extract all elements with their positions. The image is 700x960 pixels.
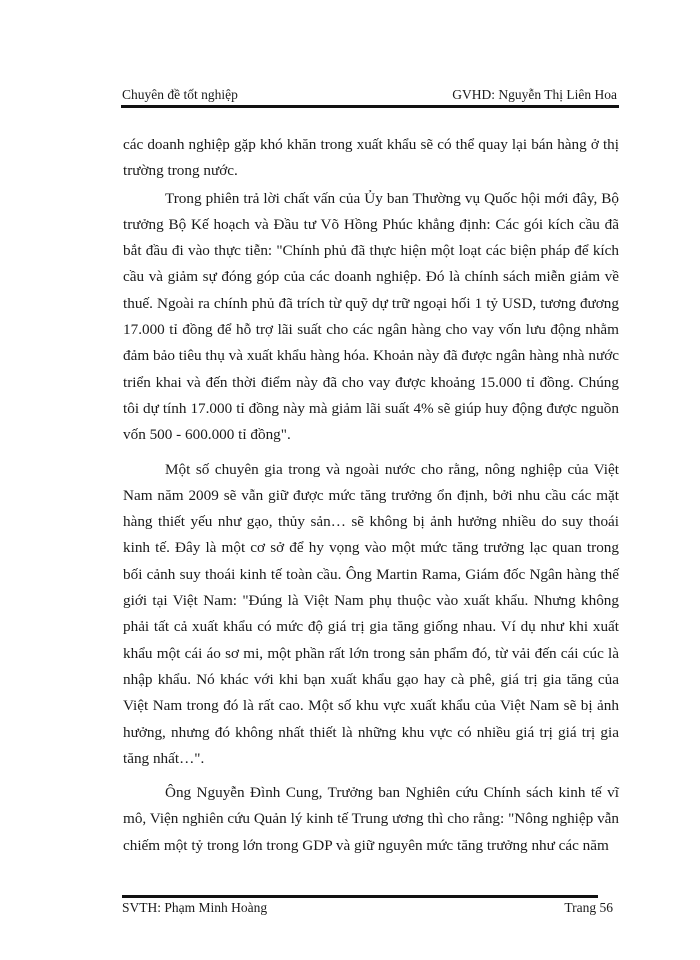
page-number: Trang 56 [564,900,613,915]
paragraph: Trong phiên trả lời chất vấn của Ủy ban Thường vụ Quốc hội mới đây, Bộ trưởng Bộ Kế hoạch và Đầu tư Võ Hồng Phúc khẳng định: Các gói kích cầu đã bắt đầu đi vào thực tiễn: "Chính phủ đã thực hiện một loạt các biện pháp để kích cầu và giảm sự đóng góp của các doanh nghiệp. Đó là chính sách miễn giảm về thuế. Ngoài ra chính phủ đã trích từ quỹ dự trữ ngoại hối 1 tỷ USD, tương đương 17.000 tỉ đồng để hỗ trợ lãi suất cho các ngân hàng cho vay vốn lưu động nhằm đảm bảo tiêu thụ và xuất khẩu hàng hóa. Khoản này đã được ngân hàng nhà nước triển khai và đến thời điểm này đã cho vay được khoảng 15.000 tỉ đồng. Chúng tôi dự tính 17.000 tỉ đồng này mà giảm lãi suất 4% sẽ giúp huy động được nguồn vốn 500 - 600.000 tỉ đồng". [123,189,619,444]
page-body [123,132,619,859]
header-divider [121,105,619,108]
header-document-type: Chuyên đề tốt nghiệp [122,87,238,102]
footer-student-name: SVTH: Phạm Minh Hoàng [122,900,268,915]
paragraph: Ông Nguyễn Đình Cung, Trưởng ban Nghiên cứu Chính sách kinh tế vĩ mô, Viện nghiên cứu Quản lý kinh tế Trung ương thì cho rằng: "Nông nghiệp vẫn chiếm một tỷ trong lớn trong GDP và giữ nguyên mức tăng trưởng như các năm [123,784,619,854]
footer-divider [122,895,598,898]
paragraph-continuation: các doanh nghiệp gặp khó khăn trong xuất khẩu sẽ có thể quay lại bán hàng ở thị trường trong nước. [123,136,619,180]
header-supervisor: GVHD: Nguyễn Thị Liên Hoa [452,87,617,102]
page-footer [122,899,613,917]
page-header [122,86,619,104]
paragraph: Một số chuyên gia trong và ngoài nước cho rằng, nông nghiệp của Việt Nam năm 2009 sẽ vẫn giữ được mức tăng trưởng ổn định, bởi nhu cầu các mặt hàng thiết yếu như gạo, thủy sản… sẽ không bị ảnh hưởng nhiều do suy thoái kinh tế. Đây là một cơ sở để hy vọng vào một mức tăng trưởng lạc quan trong bối cảnh suy thoái kinh tế toàn cầu. Ông Martin Rama, Giám đốc Ngân hàng thế giới tại Việt Nam: "Đúng là Việt Nam phụ thuộc vào xuất khẩu. Nhưng không phải tất cả xuất khẩu có mức độ giá trị gia tăng giống nhau. Ví dụ như khi xuất khẩu một cái áo sơ mi, một phần rất lớn trong sản phẩm đó, từ vải đến cái cúc là nhập khẩu. Nó khác với khi bạn xuất khẩu gạo hay cà phê, giá trị gia tăng của Việt Nam trong đó là rất cao. Một số khu vực xuất khẩu của Việt Nam sẽ bị ảnh hưởng, nhưng đó không nhất thiết là những khu vực có nhiều giá trị giá trị gia tăng nhất…". [123,460,619,767]
